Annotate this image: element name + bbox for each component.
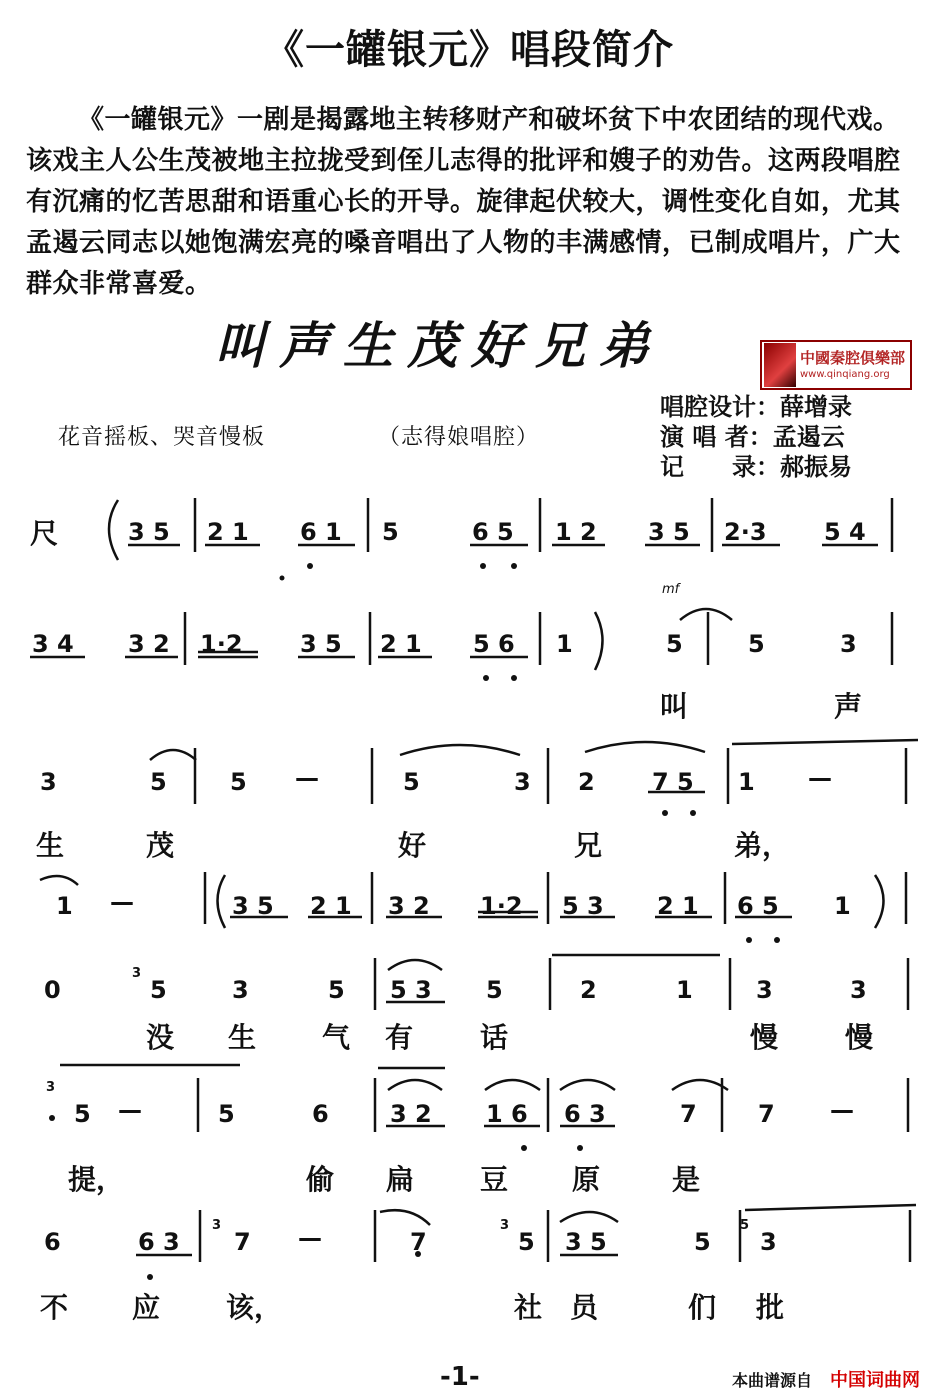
note: 3 (40, 768, 57, 796)
credit-record: 记 录：郝振易 (660, 453, 852, 481)
page-title: 《一罐银元》唱段简介 (264, 27, 674, 73)
grace-note: 3 (212, 1218, 222, 1233)
grace-note: 3 (500, 1218, 510, 1233)
lyric: 社 (514, 1291, 543, 1324)
note: 5 (518, 1228, 535, 1256)
lyric: 员 (570, 1291, 599, 1324)
note: — (118, 1096, 142, 1124)
note: 5 (382, 518, 399, 546)
note: 6 (44, 1228, 61, 1256)
song-title: 叫声生茂好兄弟 (215, 316, 663, 375)
note: 2 1 (310, 892, 352, 920)
dynamic-mark: mf (662, 582, 680, 597)
lyric: 慢 (845, 1021, 874, 1054)
note: 6 1 (300, 518, 342, 546)
lyric: 应 (132, 1291, 161, 1324)
lyric: 豆 (480, 1163, 509, 1196)
note: 5 (694, 1228, 711, 1256)
note: 2 (580, 976, 597, 1004)
note: 1·2 (200, 630, 243, 658)
note: — (298, 1224, 322, 1252)
note: 5 (748, 630, 765, 658)
lyric: 话 (480, 1021, 509, 1054)
grace-note: 5 (740, 1218, 750, 1233)
note: 5 3 (562, 892, 604, 920)
note: 2 (578, 768, 595, 796)
lyric: 没 (146, 1021, 175, 1054)
source-label: 本曲谱源自 (732, 1371, 813, 1390)
note: 2·3 (724, 518, 767, 546)
lyric: 弟， (734, 829, 791, 862)
lyric: 原 (572, 1163, 601, 1196)
lyric: 有 (385, 1021, 414, 1054)
note: 7 (410, 1228, 427, 1256)
note: 6 5 (737, 892, 779, 920)
note: 3 2 (390, 1100, 432, 1128)
intro-text: 《一罐银元》一剧是揭露地主转移财产和破坏贫下中农团结的现代戏。该戏主人公生茂被地主拉拢受到侄儿志得的批评和嫂子的劝告。这两段唱腔有沉痛的忆苦思甜和语重心长的开导。旋律起伏较大，调性变化自如，尤其孟遏云同志以她饱满宏亮的嗓音唱出了人物的丰满感情，已制成唱片，广大群众非常喜爱。 (26, 105, 901, 299)
lyric: 该， (226, 1291, 283, 1324)
note: 3 5 (648, 518, 690, 546)
note: 6 3 (138, 1228, 180, 1256)
note: 3 (756, 976, 773, 1004)
lyric: 生 (36, 829, 65, 862)
note: 6 (312, 1100, 329, 1128)
note: — (295, 764, 319, 792)
note: 1 (56, 892, 73, 920)
note: 5 (150, 768, 167, 796)
note: 2 1 (657, 892, 699, 920)
logo-url: www.qinqiang.org (800, 368, 890, 380)
note: 1 6 (486, 1100, 528, 1128)
lyric: 兄 (574, 829, 603, 862)
note: 1 (738, 768, 755, 796)
lyric: 们 (688, 1291, 717, 1324)
note: 5 (218, 1100, 235, 1128)
note: 5 (150, 976, 167, 1004)
lyric: 扁 (386, 1163, 415, 1196)
note: 5 (74, 1100, 91, 1128)
note: 5 (230, 768, 247, 796)
note: 3 2 (388, 892, 430, 920)
role-marking: （志得娘唱腔） (378, 425, 540, 450)
lyric: 气 (322, 1021, 351, 1054)
note: — (830, 1096, 854, 1124)
lyric: 偷 (306, 1163, 335, 1196)
lyric: 不 (40, 1291, 69, 1324)
lyric: 茂 (146, 829, 175, 862)
note: 3 4 (32, 630, 74, 658)
note: — (808, 764, 832, 792)
lyric: 好 (398, 829, 427, 862)
note: 6 3 (564, 1100, 606, 1128)
key-label: 尺 (30, 517, 59, 550)
credit-singer: 演 唱 者：孟遏云 (660, 423, 845, 451)
lyric: 是 (672, 1163, 701, 1196)
note: 3 5 (565, 1228, 607, 1256)
note: 3 (232, 976, 249, 1004)
note: 5 3 (390, 976, 432, 1004)
note: 3 5 (232, 892, 274, 920)
page-number: -1- (440, 1362, 480, 1392)
note: 3 (514, 768, 531, 796)
note: 1 (834, 892, 851, 920)
note: 5 6 (473, 630, 515, 658)
note: 3 (850, 976, 867, 1004)
note: 5 (486, 976, 503, 1004)
note: — (110, 888, 134, 916)
note: 7 (758, 1100, 775, 1128)
lyric: 提， (68, 1163, 125, 1196)
site-name[interactable]: 中国词曲网 (830, 1370, 920, 1391)
note: 7 (680, 1100, 697, 1128)
open-paren (109, 500, 118, 560)
note: 5 (328, 976, 345, 1004)
note: 1 (556, 630, 573, 658)
lyric: 生 (228, 1021, 257, 1054)
note: 2 1 (207, 518, 249, 546)
note: 0 (44, 976, 61, 1004)
note: 5 4 (824, 518, 866, 546)
logo-name: 中國秦腔俱樂部 (800, 348, 906, 367)
note: 3 2 (128, 630, 170, 658)
lyric: 慢 (750, 1021, 779, 1054)
note: 7 (234, 1228, 251, 1256)
note: 5 (666, 630, 683, 658)
note: 6 5 (472, 518, 514, 546)
note: 2 1 (380, 630, 422, 658)
lyric: 声 (834, 690, 863, 723)
lyric: 叫 (660, 690, 689, 723)
lyric: 批 (756, 1291, 785, 1324)
note: 1 (676, 976, 693, 1004)
credit-design: 唱腔设计：薛增录 (660, 393, 852, 421)
note: 3 5 (128, 518, 170, 546)
note: 7 5 (652, 768, 694, 796)
grace-note: 3 (46, 1080, 56, 1095)
tempo-marking: 花音摇板、哭音慢板 (58, 425, 266, 450)
grace-note: 3 (132, 966, 142, 981)
note: 3 5 (300, 630, 342, 658)
note: 1 2 (555, 518, 597, 546)
note: 1·2 (480, 892, 523, 920)
note: 3 (840, 630, 857, 658)
note: 3 (760, 1228, 777, 1256)
note: 5 (403, 768, 420, 796)
